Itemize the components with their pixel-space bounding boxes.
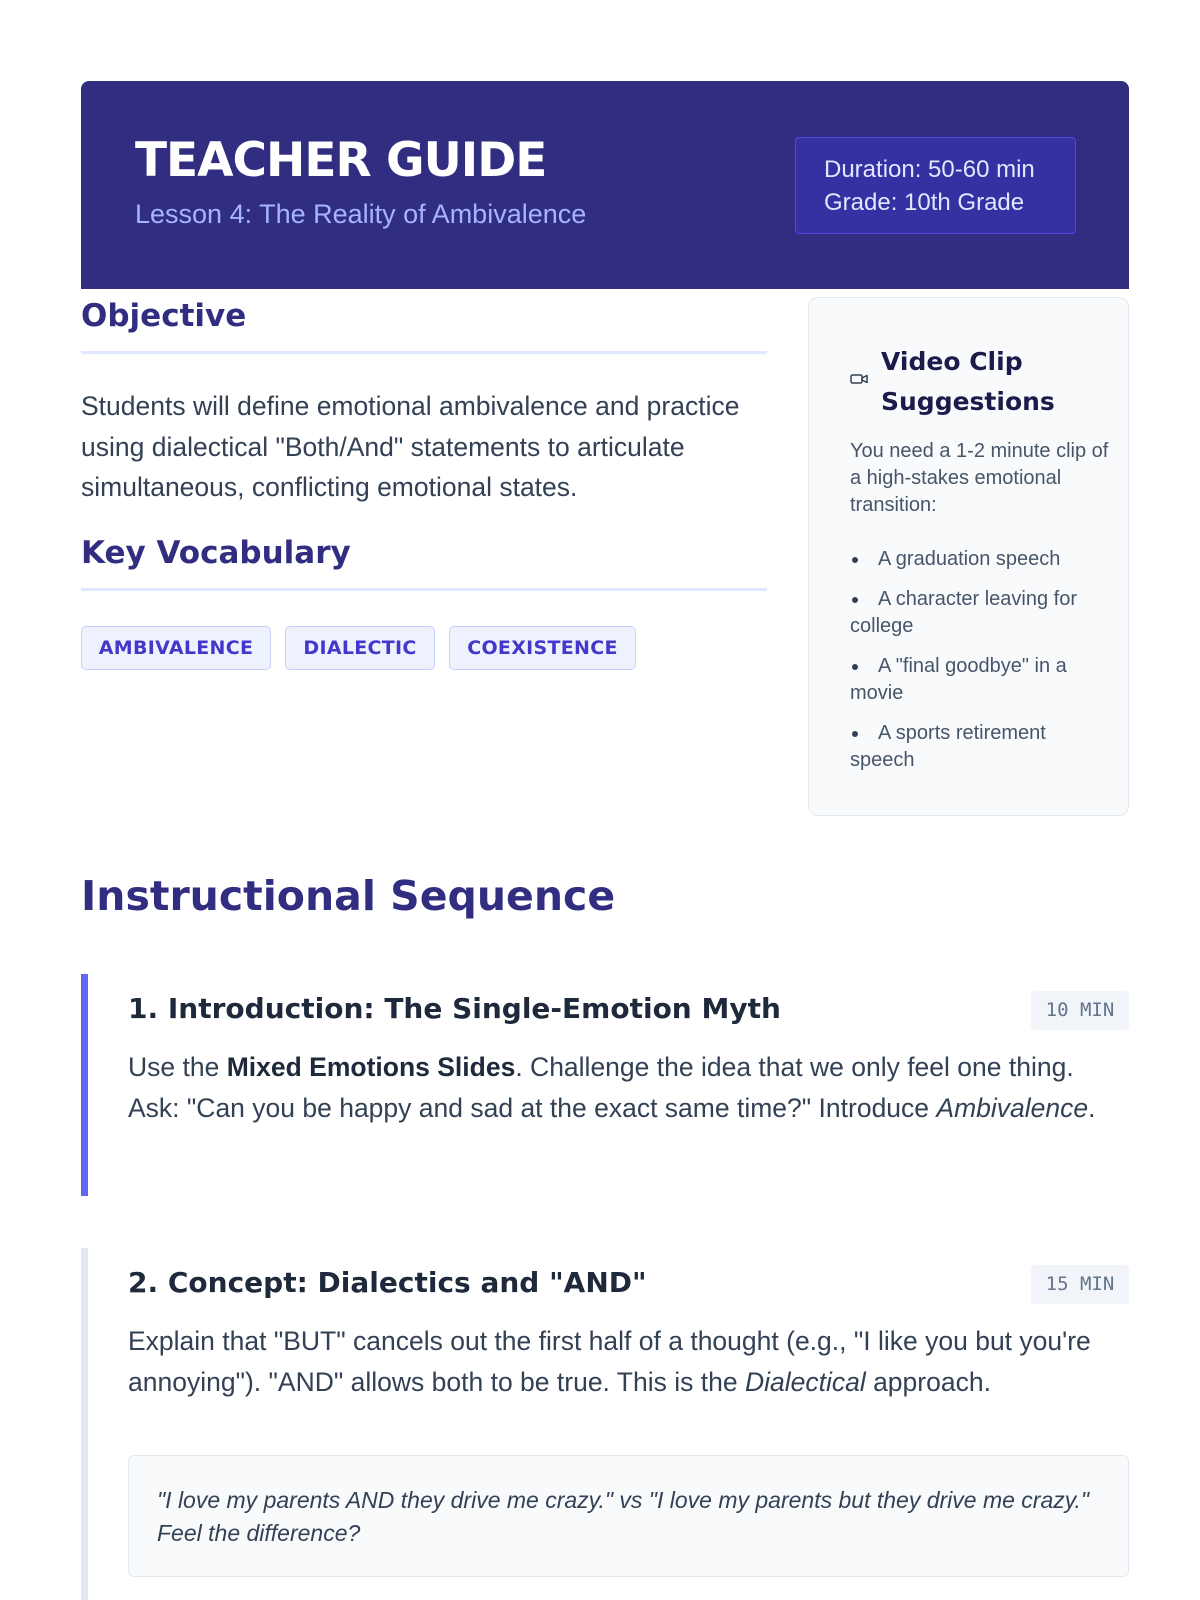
video-card-title: Video Clip Suggestions xyxy=(881,347,1055,416)
lesson-subtitle: Lesson 4: The Reality of Ambivalence xyxy=(135,199,587,229)
vocabulary-divider xyxy=(81,588,767,591)
step-accent-bar xyxy=(81,974,88,1196)
time-badge: 10 MIN xyxy=(1031,991,1129,1030)
vocabulary-heading: Key Vocabulary xyxy=(81,535,351,571)
grade-label: Grade: 10th Grade xyxy=(824,189,1025,216)
step-accent-bar xyxy=(81,1248,88,1600)
header-banner xyxy=(81,81,1129,289)
step-title: 2. Concept: Dialectics and "AND" xyxy=(128,1266,647,1299)
video-suggestion-list xyxy=(850,546,1110,787)
video-clip-card xyxy=(808,297,1129,816)
sequence-heading: Instructional Sequence xyxy=(81,872,616,920)
objective-heading: Objective xyxy=(81,298,247,334)
page-title: TEACHER GUIDE xyxy=(135,133,547,188)
italic-term: Dialectical xyxy=(744,1366,866,1397)
list-item: A character leaving for college xyxy=(850,586,1110,640)
vocab-tag-coexistence: COEXISTENCE xyxy=(449,626,636,670)
duration-label: Duration: 50-60 min xyxy=(824,156,1035,183)
example-quote-box: "I love my parents AND they drive me crazy." vs "I love my parents but they drive me crazy." Feel the difference? xyxy=(128,1455,1129,1577)
step-body: Explain that "BUT" cancels out the first half of a thought (e.g., "I like you but you're annoying"). "AND" allows both to be true. This is the Dialectical approach. xyxy=(128,1326,1091,1397)
time-badge: 15 MIN xyxy=(1031,1265,1129,1304)
list-item: A "final goodbye" in a movie xyxy=(850,653,1110,707)
objective-text: Students will define emotional ambivalence and practice using dialectical "Both/And" statements to articulate simultaneous, conflicting emotional states. xyxy=(81,391,740,502)
lesson-meta-box xyxy=(795,137,1076,234)
video-card-intro: You need a 1-2 minute clip of a high-stakes emotional transition: xyxy=(850,440,1109,516)
video-camera-icon xyxy=(850,373,868,385)
emphasis-text: Mixed Emotions Slides xyxy=(226,1052,516,1082)
list-item: A graduation speech xyxy=(850,546,1110,573)
step-title: 1. Introduction: The Single-Emotion Myth xyxy=(128,992,781,1025)
vocab-tag-ambivalence: AMBIVALENCE xyxy=(81,626,271,670)
vocab-tag-dialectic: DIALECTIC xyxy=(285,626,435,670)
step-body: Use the Mixed Emotions Slides. Challenge the idea that we only feel one thing. Ask: "Can you be happy and sad at the exact same time?" Introduce Ambivalence. xyxy=(128,1052,1096,1123)
list-item: A sports retirement speech xyxy=(850,720,1110,774)
sequence-step-2 xyxy=(81,1248,1129,1600)
objective-divider xyxy=(81,351,767,354)
sequence-step-1 xyxy=(81,974,1129,1196)
italic-term: Ambivalence xyxy=(936,1092,1089,1123)
